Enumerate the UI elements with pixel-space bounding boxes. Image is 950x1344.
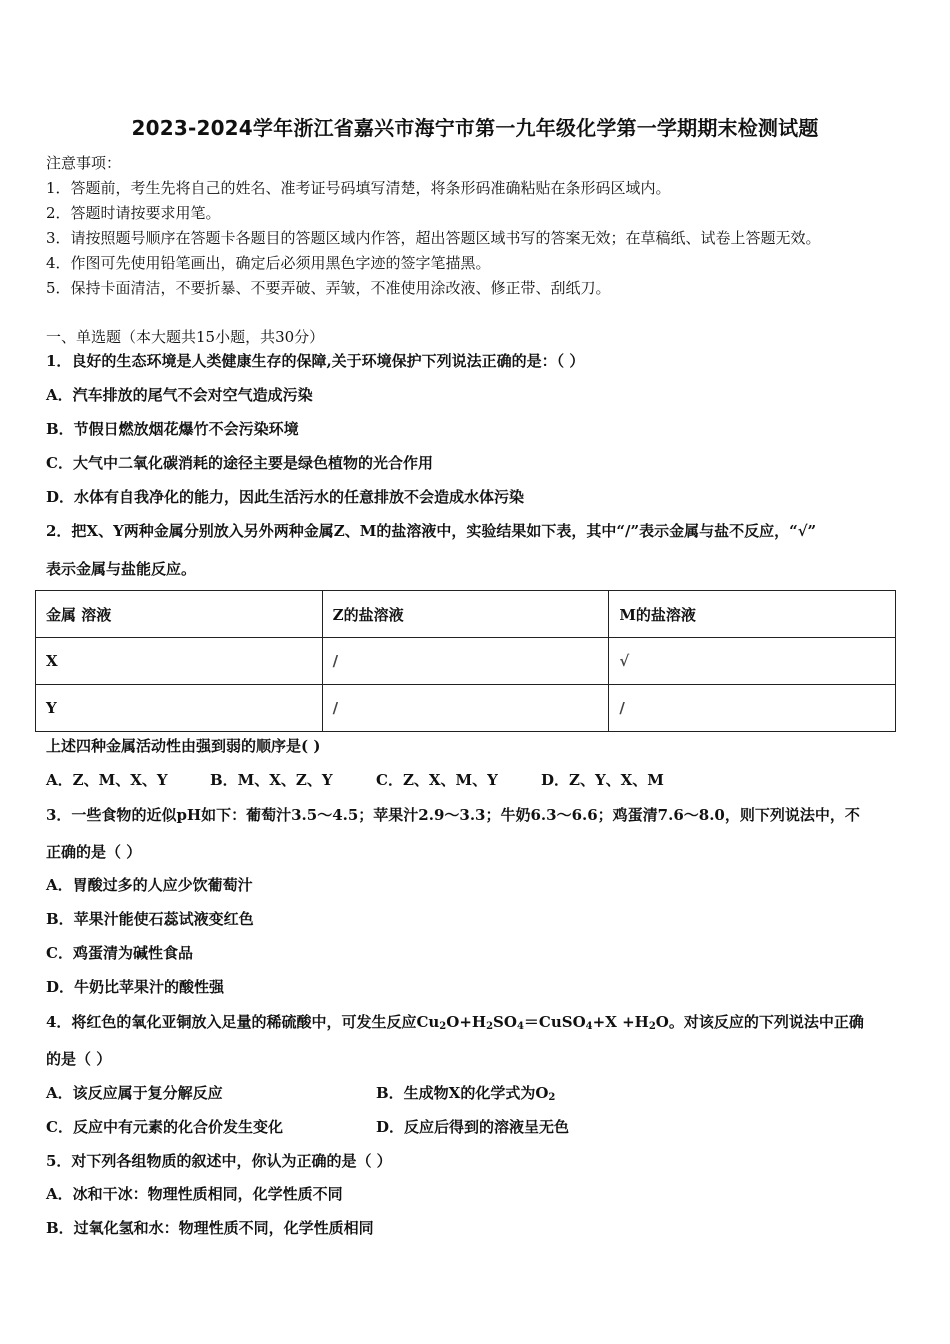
- q4-option-a: A．该反应属于复分解反应: [46, 1084, 223, 1102]
- q3-option-b: B．苹果汁能使石蕊试液变红色: [46, 910, 254, 928]
- table-header-cell: Z的盐溶液: [322, 591, 609, 638]
- notice-item-4: 4．作图可先使用铅笔画出，确定后必须用黑色字迹的签字笔描黑。: [46, 254, 491, 272]
- q1-option-a: A．汽车排放的尾气不会对空气造成污染: [46, 386, 313, 404]
- q4-option-b: [376, 1083, 555, 1108]
- table-cell: Y: [36, 685, 323, 732]
- q3-stem-line1: 3．一些食物的近似pH如下：葡萄汁3.5～4.5；苹果汁2.9～3.3；牛奶6.3～6.6；鸡蛋清7.6～8.0，则下列说法中，不: [46, 806, 860, 824]
- q1-option-d: D．水体有自我净化的能力，因此生活污水的任意排放不会造成水体污染: [46, 488, 525, 506]
- q2-stem-line2: 表示金属与盐能反应。: [46, 560, 197, 578]
- q2-option-a: A．Z、M、X、Y: [46, 771, 168, 789]
- q1-option-c: C．大气中二氧化碳消耗的途径主要是绿色植物的光合作用: [46, 454, 433, 472]
- q4-stem-text: O。对该反应的下列说法中正确: [655, 1013, 864, 1031]
- notice-item-1: 1．答题前，考生先将自己的姓名、准考证号码填写清楚，将条形码准确粘贴在条形码区域内。: [46, 179, 671, 197]
- q4-stem-text: ＝CuSO: [523, 1013, 586, 1031]
- subscript: 2: [486, 1021, 494, 1032]
- q4-option-d: D．反应后得到的溶液呈无色: [376, 1118, 570, 1136]
- table-header-cell: M的盐溶液: [609, 591, 896, 638]
- q5-option-a: A．冰和干冰：物理性质相同，化学性质不同: [46, 1185, 343, 1203]
- q4-stem-text: +X +H: [592, 1013, 649, 1031]
- subscript: 4: [585, 1021, 593, 1032]
- q2-option-d: D．Z、Y、X、M: [541, 771, 664, 789]
- q5-stem: 5．对下列各组物质的叙述中，你认为正确的是（ ）: [46, 1152, 392, 1170]
- q4-stem-text: SO: [493, 1013, 517, 1031]
- notice-item-3: 3．请按照题号顺序在答题卡各题目的答题区域内作答，超出答题区域书写的答案无效；在草稿纸、试卷上答题无效。: [46, 229, 821, 247]
- q3-option-c: C．鸡蛋清为碱性食品: [46, 944, 193, 962]
- table-row: [36, 685, 896, 732]
- table-cell: /: [322, 638, 609, 685]
- notice-item-5: 5．保持卡面清洁，不要折暴、不要弄破、弄皱，不准使用涂改液、修正带、刮纸刀。: [46, 279, 611, 297]
- q2-result-table: [35, 590, 896, 732]
- q4-stem-text: 4．将红色的氧化亚铜放入足量的稀硫酸中，可发生反应Cu: [46, 1013, 440, 1031]
- q4-stem-text: O+H: [446, 1013, 487, 1031]
- table-cell: /: [322, 685, 609, 732]
- notice-heading: 注意事项：: [46, 154, 122, 172]
- q2-option-b: B．M、X、Z、Y: [210, 771, 333, 789]
- section-heading: 一、单选题（本大题共15小题，共30分）: [46, 328, 325, 346]
- exam-title: 2023-2024学年浙江省嘉兴市海宁市第一九年级化学第一学期期末检测试题: [131, 116, 819, 140]
- table-cell: /: [609, 685, 896, 732]
- subscript: 2: [548, 1092, 556, 1103]
- subscript: 4: [516, 1021, 524, 1032]
- subscript: 2: [648, 1021, 656, 1032]
- table-cell: X: [36, 638, 323, 685]
- table-header-cell: 金属 溶液: [36, 591, 323, 638]
- table-header-row: [36, 591, 896, 638]
- q4-stem-line2: 的是（ ）: [46, 1050, 112, 1068]
- q2-option-c: C．Z、X、M、Y: [376, 771, 498, 789]
- q5-option-b: B．过氧化氢和水：物理性质不同，化学性质相同: [46, 1219, 374, 1237]
- subscript: 2: [439, 1021, 447, 1032]
- q3-stem-line2: 正确的是（ ）: [46, 843, 142, 861]
- q4-option-c: C．反应中有元素的化合价发生变化: [46, 1118, 283, 1136]
- q4-stem-line1: [46, 1012, 864, 1037]
- table-row: [36, 638, 896, 685]
- q1-stem: 1．良好的生态环境是人类健康生存的保障,关于环境保护下列说法正确的是：（ ）: [46, 352, 585, 370]
- q2-after-table: 上述四种金属活动性由强到弱的顺序是( ): [46, 737, 321, 755]
- notice-item-2: 2．答题时请按要求用笔。: [46, 204, 221, 222]
- q3-option-a: A．胃酸过多的人应少饮葡萄汁: [46, 876, 253, 894]
- q2-stem-line1: 2．把X、Y两种金属分别放入另外两种金属Z、M的盐溶液中，实验结果如下表，其中“/”表示金属与盐不反应，“√”: [46, 522, 817, 540]
- q3-option-d: D．牛奶比苹果汁的酸性强: [46, 978, 225, 996]
- q4-option-b-text: B．生成物X的化学式为O: [376, 1084, 549, 1102]
- table-cell: √: [609, 638, 896, 685]
- q1-option-b: B．节假日燃放烟花爆竹不会污染环境: [46, 420, 299, 438]
